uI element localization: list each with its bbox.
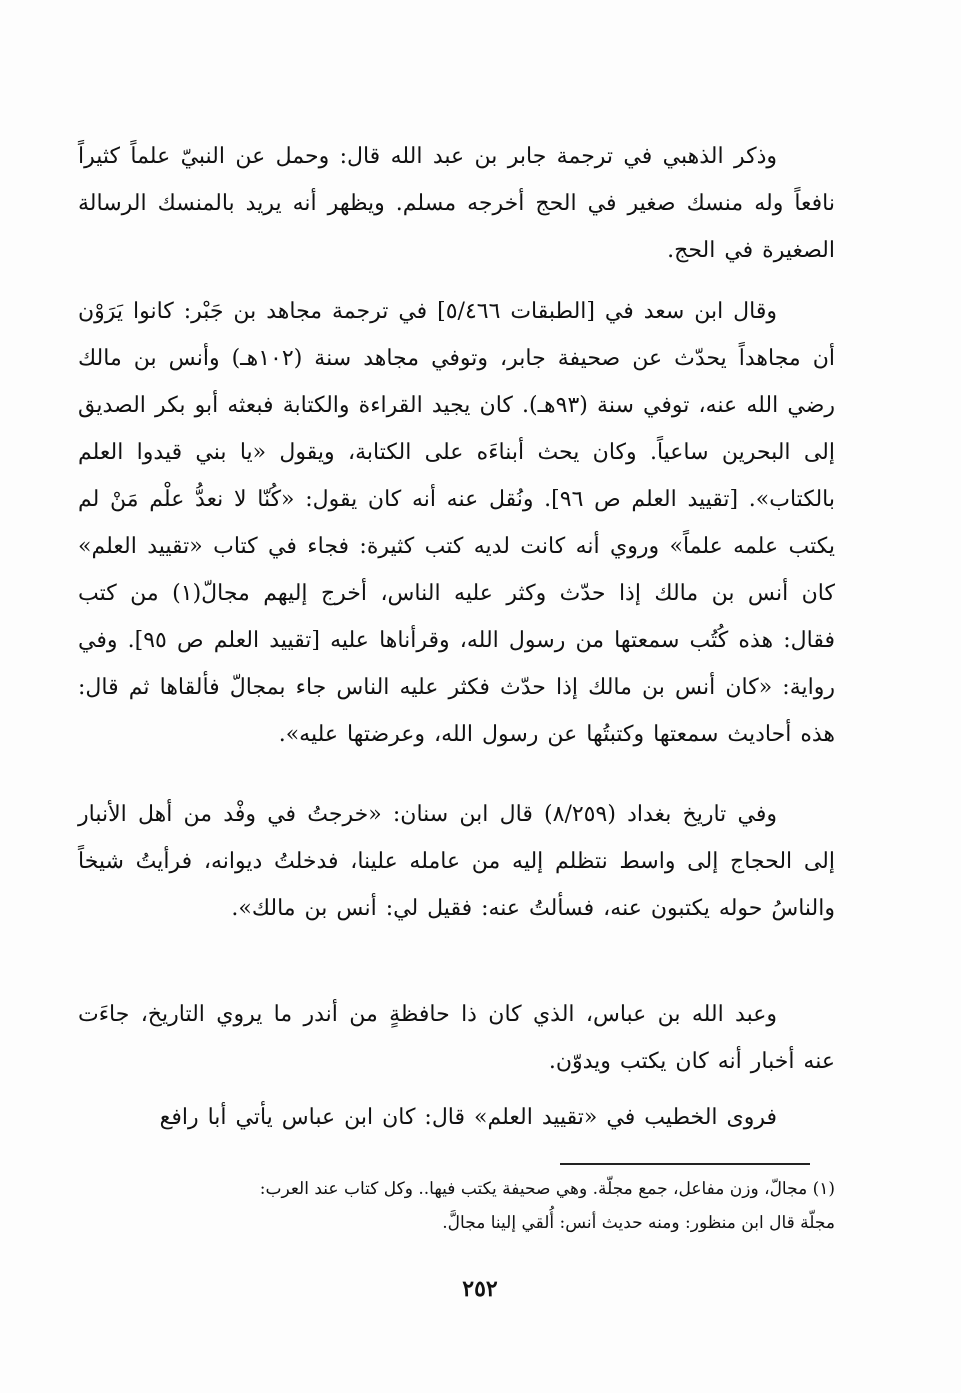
footnote: [78, 1172, 835, 1240]
paragraph-text: وقال ابن سعد في [الطبقات ٥/٤٦٦] في ترجمة مجاهد بن جَبْر: كانوا يَرَوْن أن مجاهداً يحدّث عن صحيفة جابر، وتوفي مجاهد سنة (١٠٢هـ) وأنس بن مالك رضي الله عنه، توفي سنة (٩٣هـ). كان يجيد القراءة والكتابة فبعثه أبو بكر الصديق إلى البحرين ساعياً. وكان يحث أبناءَه على الكتابة، ويقول «يا بني قيدوا العلم بالكتاب». [تقييد العلم ص ٩٦]. ونُقل عنه أنه كان يقول: «كُنّا لا نعدُّ علْم مَنْ لم يكتب علمه علماً» وروي أنه كانت لديه كتب كثيرة: فجاء في كتاب «تقييد العلم» كان أنس بن مالك إذا حدّث وكثر عليه الناس، أخرج إليهم مجالّ(١) من كتب فقال: هذه كُتُب سمعتها من رسول الله، وقرأناها عليه [تقييد العلم ص ٩٥]. وفي رواية: «كان أنس بن مالك إذا حدّث فكثر عليه الناس جاء بمجالّ فألقاها ثم قال: هذه أحاديث سمعتها وكتبتُها عن رسول الله، وعرضتها عليه».: [78, 299, 836, 747]
paragraph-ibn-saad-anas: [78, 288, 835, 758]
footnote-line-2: مجلّة قال ابن منظور: ومنه حديث أنس: أُلقي إلينا مجالَّ.: [442, 1213, 835, 1233]
paragraph-ibn-abbas: [78, 991, 835, 1085]
paragraph-tarikh-baghdad: [78, 791, 835, 932]
paragraph-text: وذكر الذهبي في ترجمة جابر بن عبد الله قال: وحمل عن النبيّ علماً كثيراً نافعاً وله منسك صغير في الحج أخرجه مسلم. ويظهر أنه يريد بالمنسك الرسالة الصغيرة في الحج.: [78, 144, 835, 263]
paragraph-dhahabi-jabir: [78, 133, 835, 274]
page-number: ٢٥٢: [462, 1276, 498, 1302]
paragraph-text: وعبد الله بن عباس، الذي كان ذا حافظةٍ من أندر ما يروي التاريخ، جاءَت عنه أخبار أنه كان يكتب ويدوّن.: [78, 1002, 835, 1074]
footnote-separator: [560, 1163, 810, 1165]
paragraph-text: فروى الخطيب في «تقييد العلم» قال: كان ابن عباس يأتي أبا رافع: [159, 1105, 777, 1130]
paragraph-khatib-taqyid: [78, 1094, 835, 1141]
footnote-line-1: (١) مجالّ، وزن مفاعل، جمع مجلّة. وهي صحيفة يكتب فيها.. وكل كتاب عند العرب:: [259, 1179, 835, 1199]
paragraph-text: وفي تاريخ بغداد (٨/٢٥٩) قال ابن سنان: «خرجتُ في وفْد من أهل الأنبار إلى الحجاج إلى واسط نتظلم إليه من عامله علينا، فدخلتُ ديوانه، فرأيتُ شيخاً والناسُ حوله يكتبون عنه، فسألتُ عنه: فقيل لي: أنس بن مالك».: [78, 802, 835, 921]
